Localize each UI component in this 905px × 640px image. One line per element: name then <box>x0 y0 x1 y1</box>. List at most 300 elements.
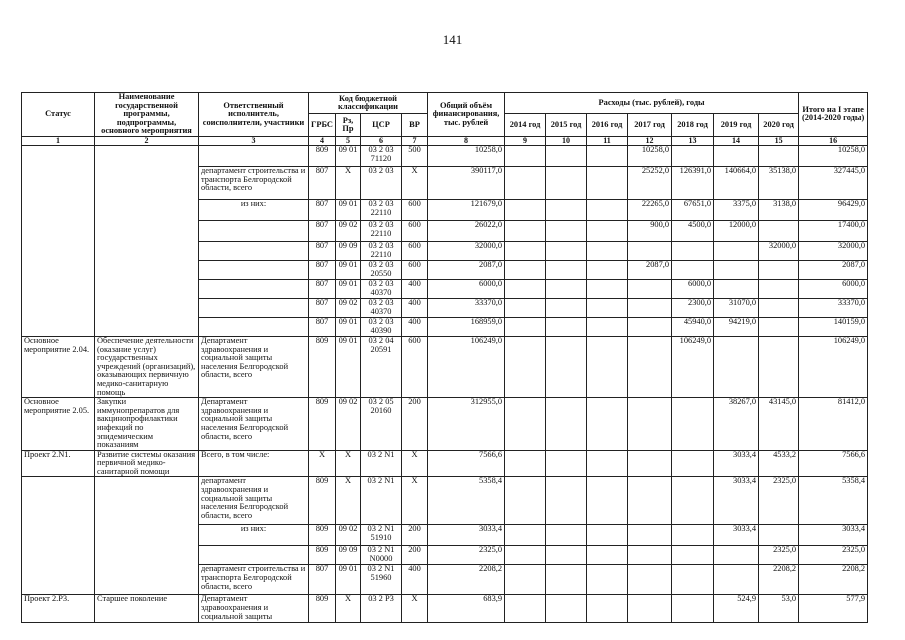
table-cell <box>505 565 546 595</box>
table-cell: 17400,0 <box>799 220 868 241</box>
column-number: 16 <box>799 136 868 145</box>
table-cell <box>587 298 628 317</box>
table-cell <box>587 145 628 166</box>
table-cell: 96429,0 <box>799 199 868 220</box>
table-cell <box>95 565 199 595</box>
table-cell: 3033,4 <box>799 525 868 546</box>
table-cell: X <box>336 166 361 199</box>
table-cell: 200 <box>402 398 428 451</box>
table-cell: из них: <box>199 525 309 546</box>
table-cell <box>22 525 95 546</box>
table-cell: 4533,2 <box>759 450 799 477</box>
table-cell: X <box>402 166 428 199</box>
table-cell <box>672 260 714 279</box>
header-2017: 2017 год <box>628 114 672 137</box>
table-cell <box>672 145 714 166</box>
table-cell <box>95 477 199 525</box>
table-cell: 2087,0 <box>799 260 868 279</box>
table-cell <box>759 525 799 546</box>
table-cell: 807 <box>309 241 336 260</box>
table-cell: 3033,4 <box>714 525 759 546</box>
table-cell: 09 01 <box>336 145 361 166</box>
table-cell: Департамент здравоохранения и социальной защиты населения Белгородской области, всего <box>199 336 309 397</box>
table-cell: 807 <box>309 260 336 279</box>
table-cell <box>714 260 759 279</box>
table-cell: Департамент здравоохранения и социальной защиты <box>199 595 309 623</box>
table-cell <box>505 220 546 241</box>
table-cell <box>587 199 628 220</box>
table-cell: 3033,4 <box>714 477 759 525</box>
table-row <box>22 595 868 623</box>
table-cell: 10258,0 <box>628 145 672 166</box>
header-2018: 2018 год <box>672 114 714 137</box>
table-cell <box>95 166 199 199</box>
table-cell <box>546 336 587 397</box>
table-cell <box>587 220 628 241</box>
header-2016: 2016 год <box>587 114 628 137</box>
table-cell <box>759 145 799 166</box>
table-cell: 327445,0 <box>799 166 868 199</box>
table-cell: 600 <box>402 241 428 260</box>
table-cell: 2325,0 <box>799 546 868 565</box>
table-cell: 400 <box>402 317 428 336</box>
table-cell <box>714 279 759 298</box>
table-cell <box>672 241 714 260</box>
table-cell <box>672 477 714 525</box>
table-cell: 809 <box>309 477 336 525</box>
table-row <box>22 565 868 595</box>
table-cell: 807 <box>309 298 336 317</box>
table-cell: 6000,0 <box>799 279 868 298</box>
table-cell: 33370,0 <box>428 298 505 317</box>
header-vr: ВР <box>402 114 428 137</box>
table-cell: 09 09 <box>336 241 361 260</box>
table-cell: 26022,0 <box>428 220 505 241</box>
table-cell: 32000,0 <box>759 241 799 260</box>
table-row <box>22 199 868 220</box>
table-cell: Департамент здравоохранения и социальной защиты населения Белгородской области, всего <box>199 398 309 451</box>
table-cell: 03 2 04 20591 <box>361 336 402 397</box>
table-cell <box>546 166 587 199</box>
table-cell <box>546 525 587 546</box>
table-cell: 03 2 N1 51910 <box>361 525 402 546</box>
column-number: 3 <box>199 136 309 145</box>
table-cell <box>587 336 628 397</box>
header-2015: 2015 год <box>546 114 587 137</box>
header-total: Общий объём финансирования, тыс. рублей <box>428 93 505 137</box>
table-cell: 2300,0 <box>672 298 714 317</box>
header-rz: Рз, Пр <box>336 114 361 137</box>
table-cell: 2325,0 <box>759 477 799 525</box>
column-number: 5 <box>336 136 361 145</box>
table-row <box>22 241 868 260</box>
table-cell: 03 2 05 20160 <box>361 398 402 451</box>
table-cell <box>505 260 546 279</box>
table-cell <box>95 525 199 546</box>
table-cell: 500 <box>402 145 428 166</box>
table-cell <box>587 477 628 525</box>
table-cell <box>95 546 199 565</box>
table-cell: 809 <box>309 595 336 623</box>
column-number: 6 <box>361 136 402 145</box>
table-cell: 140159,0 <box>799 317 868 336</box>
table-cell: 577,9 <box>799 595 868 623</box>
column-number: 12 <box>628 136 672 145</box>
table-cell <box>199 279 309 298</box>
table-cell: X <box>402 450 428 477</box>
table-cell: 140664,0 <box>714 166 759 199</box>
table-cell: 03 2 N1 51960 <box>361 565 402 595</box>
table-row <box>22 336 868 397</box>
table-cell <box>628 525 672 546</box>
column-number: 14 <box>714 136 759 145</box>
table-cell: 03 2 03 22110 <box>361 199 402 220</box>
table-cell: 400 <box>402 298 428 317</box>
table-cell <box>759 298 799 317</box>
table-cell <box>505 166 546 199</box>
table-cell <box>587 546 628 565</box>
table-cell: 2087,0 <box>628 260 672 279</box>
table-cell: 121679,0 <box>428 199 505 220</box>
table-cell <box>546 317 587 336</box>
table-cell <box>546 546 587 565</box>
table-cell <box>22 145 95 166</box>
table-cell <box>546 199 587 220</box>
table-cell <box>672 565 714 595</box>
table-cell: 2208,2 <box>759 565 799 595</box>
table-cell: 10258,0 <box>799 145 868 166</box>
table-cell <box>546 220 587 241</box>
table-cell: 32000,0 <box>428 241 505 260</box>
table-cell: Проект 2.P3. <box>22 595 95 623</box>
table-cell <box>546 477 587 525</box>
table-cell <box>672 595 714 623</box>
table-cell: Всего, в том числе: <box>199 450 309 477</box>
table-cell <box>714 565 759 595</box>
table-cell: 7566,6 <box>799 450 868 477</box>
column-number: 10 <box>546 136 587 145</box>
table-cell <box>546 450 587 477</box>
header-grbs: ГРБС <box>309 114 336 137</box>
table-cell: 524,9 <box>714 595 759 623</box>
table-cell <box>505 595 546 623</box>
table-cell <box>95 241 199 260</box>
table-cell <box>199 317 309 336</box>
table-cell: Закупки иммунопрепаратов для вакцинопрофилактики инфекций по эпидемическим показаниям <box>95 398 199 451</box>
column-number: 15 <box>759 136 799 145</box>
table-cell <box>22 317 95 336</box>
table-cell <box>22 279 95 298</box>
table-cell <box>199 145 309 166</box>
table-cell <box>628 241 672 260</box>
table-cell: 5358,4 <box>799 477 868 525</box>
table-cell <box>672 398 714 451</box>
table-cell: 03 2 03 20550 <box>361 260 402 279</box>
header-executor: Ответственный исполнитель, соисполнители, участники <box>199 93 309 137</box>
table-cell <box>199 298 309 317</box>
table-cell: 43145,0 <box>759 398 799 451</box>
header-csr: ЦСР <box>361 114 402 137</box>
column-number-row <box>22 136 868 145</box>
table-cell: 807 <box>309 220 336 241</box>
table-cell: 126391,0 <box>672 166 714 199</box>
table-cell: 683,9 <box>428 595 505 623</box>
table-cell <box>199 220 309 241</box>
table-cell <box>587 398 628 451</box>
table-cell <box>95 220 199 241</box>
table-cell <box>505 477 546 525</box>
table-row <box>22 450 868 477</box>
table-row <box>22 398 868 451</box>
table-cell: 2325,0 <box>428 546 505 565</box>
table-cell <box>505 279 546 298</box>
table-cell <box>714 145 759 166</box>
table-cell: Основное мероприятие 2.05. <box>22 398 95 451</box>
table-cell <box>628 595 672 623</box>
header-budget-code: Код бюджетной классификации <box>309 93 428 114</box>
table-cell <box>628 546 672 565</box>
table-cell: 390117,0 <box>428 166 505 199</box>
table-cell: 10258,0 <box>428 145 505 166</box>
header-expenses: Расходы (тыс. рублей), годы <box>505 93 799 114</box>
table-cell: 807 <box>309 565 336 595</box>
table-cell: 25252,0 <box>628 166 672 199</box>
table-cell <box>546 279 587 298</box>
table-cell <box>546 260 587 279</box>
table-cell <box>587 450 628 477</box>
table-cell: Старшее поколение <box>95 595 199 623</box>
table-cell: 09 01 <box>336 317 361 336</box>
table-cell: 168959,0 <box>428 317 505 336</box>
table-cell: 7566,6 <box>428 450 505 477</box>
table-cell: 03 2 N1 <box>361 450 402 477</box>
table-cell <box>505 145 546 166</box>
table-cell <box>759 336 799 397</box>
table-cell <box>22 546 95 565</box>
table-cell <box>714 546 759 565</box>
table-cell: 03 2 03 40370 <box>361 279 402 298</box>
table-cell <box>505 336 546 397</box>
table-cell: 6000,0 <box>672 279 714 298</box>
table-cell: 03 2 03 40370 <box>361 298 402 317</box>
table-cell: 3033,4 <box>428 525 505 546</box>
table-cell: 09 01 <box>336 279 361 298</box>
table-cell: 09 02 <box>336 525 361 546</box>
table-cell <box>95 260 199 279</box>
table-cell: 3138,0 <box>759 199 799 220</box>
table-cell: 09 01 <box>336 565 361 595</box>
table-cell: департамент здравоохранения и социальной защиты населения Белгородской области, всего <box>199 477 309 525</box>
table-cell: 106249,0 <box>672 336 714 397</box>
table-cell <box>505 199 546 220</box>
table-row <box>22 298 868 317</box>
column-number: 9 <box>505 136 546 145</box>
table-cell: 09 02 <box>336 220 361 241</box>
table-cell: 2087,0 <box>428 260 505 279</box>
table-cell <box>199 260 309 279</box>
table-cell: X <box>402 595 428 623</box>
table-cell <box>628 477 672 525</box>
table-cell: X <box>309 450 336 477</box>
table-cell: 81412,0 <box>799 398 868 451</box>
table-row <box>22 220 868 241</box>
header-2020: 2020 год <box>759 114 799 137</box>
table-cell: 600 <box>402 260 428 279</box>
table-cell <box>505 525 546 546</box>
table-cell: 03 2 03 71120 <box>361 145 402 166</box>
table-cell <box>95 279 199 298</box>
table-cell <box>505 298 546 317</box>
table-cell: 600 <box>402 336 428 397</box>
table-row <box>22 279 868 298</box>
table-cell <box>22 565 95 595</box>
table-cell: 03 2 N1 N0000 <box>361 546 402 565</box>
table-cell <box>587 317 628 336</box>
table-cell: 35138,0 <box>759 166 799 199</box>
table-cell <box>22 199 95 220</box>
table-row <box>22 145 868 166</box>
table-cell <box>22 260 95 279</box>
table-cell: 03 2 03 22110 <box>361 220 402 241</box>
table-cell <box>587 260 628 279</box>
table-cell <box>505 241 546 260</box>
header-status: Статус <box>22 93 95 137</box>
table-row <box>22 525 868 546</box>
table-cell <box>587 279 628 298</box>
table-cell <box>199 546 309 565</box>
table-cell <box>95 145 199 166</box>
table-cell: 312955,0 <box>428 398 505 451</box>
table-cell <box>546 565 587 595</box>
table-cell <box>587 595 628 623</box>
table-cell <box>546 298 587 317</box>
table-cell: 03 2 03 40390 <box>361 317 402 336</box>
table-cell <box>505 450 546 477</box>
table-cell <box>587 166 628 199</box>
table-cell: 900,0 <box>628 220 672 241</box>
table-cell: 5358,4 <box>428 477 505 525</box>
table-cell <box>95 199 199 220</box>
table-cell: Проект 2.N1. <box>22 450 95 477</box>
table-cell <box>22 298 95 317</box>
table-cell <box>546 595 587 623</box>
table-cell: X <box>336 595 361 623</box>
table-cell: 6000,0 <box>428 279 505 298</box>
table-cell: X <box>336 450 361 477</box>
table-cell: 2208,2 <box>799 565 868 595</box>
table-cell: 03 2 03 22110 <box>361 241 402 260</box>
table-cell: Обеспечение деятельности (оказание услуг) государственных учреждений (организаций), оказывающих первичную медико-санитарную помощь <box>95 336 199 397</box>
table-cell <box>672 525 714 546</box>
table-cell <box>714 241 759 260</box>
table-cell <box>587 525 628 546</box>
table-cell <box>759 279 799 298</box>
table-cell: 09 01 <box>336 260 361 279</box>
table-cell: 4500,0 <box>672 220 714 241</box>
table-cell: 53,0 <box>759 595 799 623</box>
table-cell <box>628 336 672 397</box>
column-number: 11 <box>587 136 628 145</box>
table-cell: 32000,0 <box>799 241 868 260</box>
table-cell: 809 <box>309 525 336 546</box>
table-cell <box>628 565 672 595</box>
table-cell: 38267,0 <box>714 398 759 451</box>
table-cell: 33370,0 <box>799 298 868 317</box>
table-cell: 2325,0 <box>759 546 799 565</box>
table-cell: 400 <box>402 279 428 298</box>
table-cell <box>759 317 799 336</box>
header-2019: 2019 год <box>714 114 759 137</box>
table-cell: 400 <box>402 565 428 595</box>
table-cell: 106249,0 <box>799 336 868 397</box>
column-number: 4 <box>309 136 336 145</box>
table-cell: 809 <box>309 546 336 565</box>
page-number: 141 <box>442 32 463 47</box>
table-cell: 200 <box>402 546 428 565</box>
table-cell: 600 <box>402 220 428 241</box>
table-cell <box>759 260 799 279</box>
header-stage-total: Итого на I этапе (2014-2020 годы) <box>799 93 868 137</box>
table-row <box>22 317 868 336</box>
header-2014: 2014 год <box>505 114 546 137</box>
table-cell: 809 <box>309 336 336 397</box>
table-cell <box>22 241 95 260</box>
table-cell <box>505 546 546 565</box>
table-cell: 31070,0 <box>714 298 759 317</box>
table-row <box>22 260 868 279</box>
table-cell <box>628 279 672 298</box>
table-cell: 200 <box>402 525 428 546</box>
table-cell <box>628 450 672 477</box>
table-cell: 807 <box>309 317 336 336</box>
table-cell: 809 <box>309 398 336 451</box>
table-cell <box>505 317 546 336</box>
table-cell: 3375,0 <box>714 199 759 220</box>
table-cell: 09 02 <box>336 298 361 317</box>
table-cell: 09 02 <box>336 398 361 451</box>
table-row <box>22 546 868 565</box>
column-number: 1 <box>22 136 95 145</box>
table-cell <box>22 477 95 525</box>
table-cell: 03 2 P3 <box>361 595 402 623</box>
table-cell: 807 <box>309 279 336 298</box>
table-cell: 45940,0 <box>672 317 714 336</box>
table-cell: 807 <box>309 166 336 199</box>
table-cell <box>95 298 199 317</box>
table-cell <box>22 166 95 199</box>
budget-table <box>21 92 868 623</box>
table-cell <box>672 546 714 565</box>
table-cell <box>714 336 759 397</box>
table-cell: 94219,0 <box>714 317 759 336</box>
table-cell <box>628 298 672 317</box>
table-cell <box>587 565 628 595</box>
table-cell: X <box>402 477 428 525</box>
table-cell <box>95 317 199 336</box>
table-cell: департамент строительства и транспорта Белгородской области, всего <box>199 565 309 595</box>
table-row <box>22 477 868 525</box>
table-cell: 03 2 N1 <box>361 477 402 525</box>
table-cell: 2208,2 <box>428 565 505 595</box>
table-cell <box>505 398 546 451</box>
table-cell: 809 <box>309 145 336 166</box>
table-cell: 09 01 <box>336 199 361 220</box>
table-cell <box>672 450 714 477</box>
table-cell: 106249,0 <box>428 336 505 397</box>
table-cell <box>546 145 587 166</box>
column-number: 7 <box>402 136 428 145</box>
table-cell <box>628 398 672 451</box>
